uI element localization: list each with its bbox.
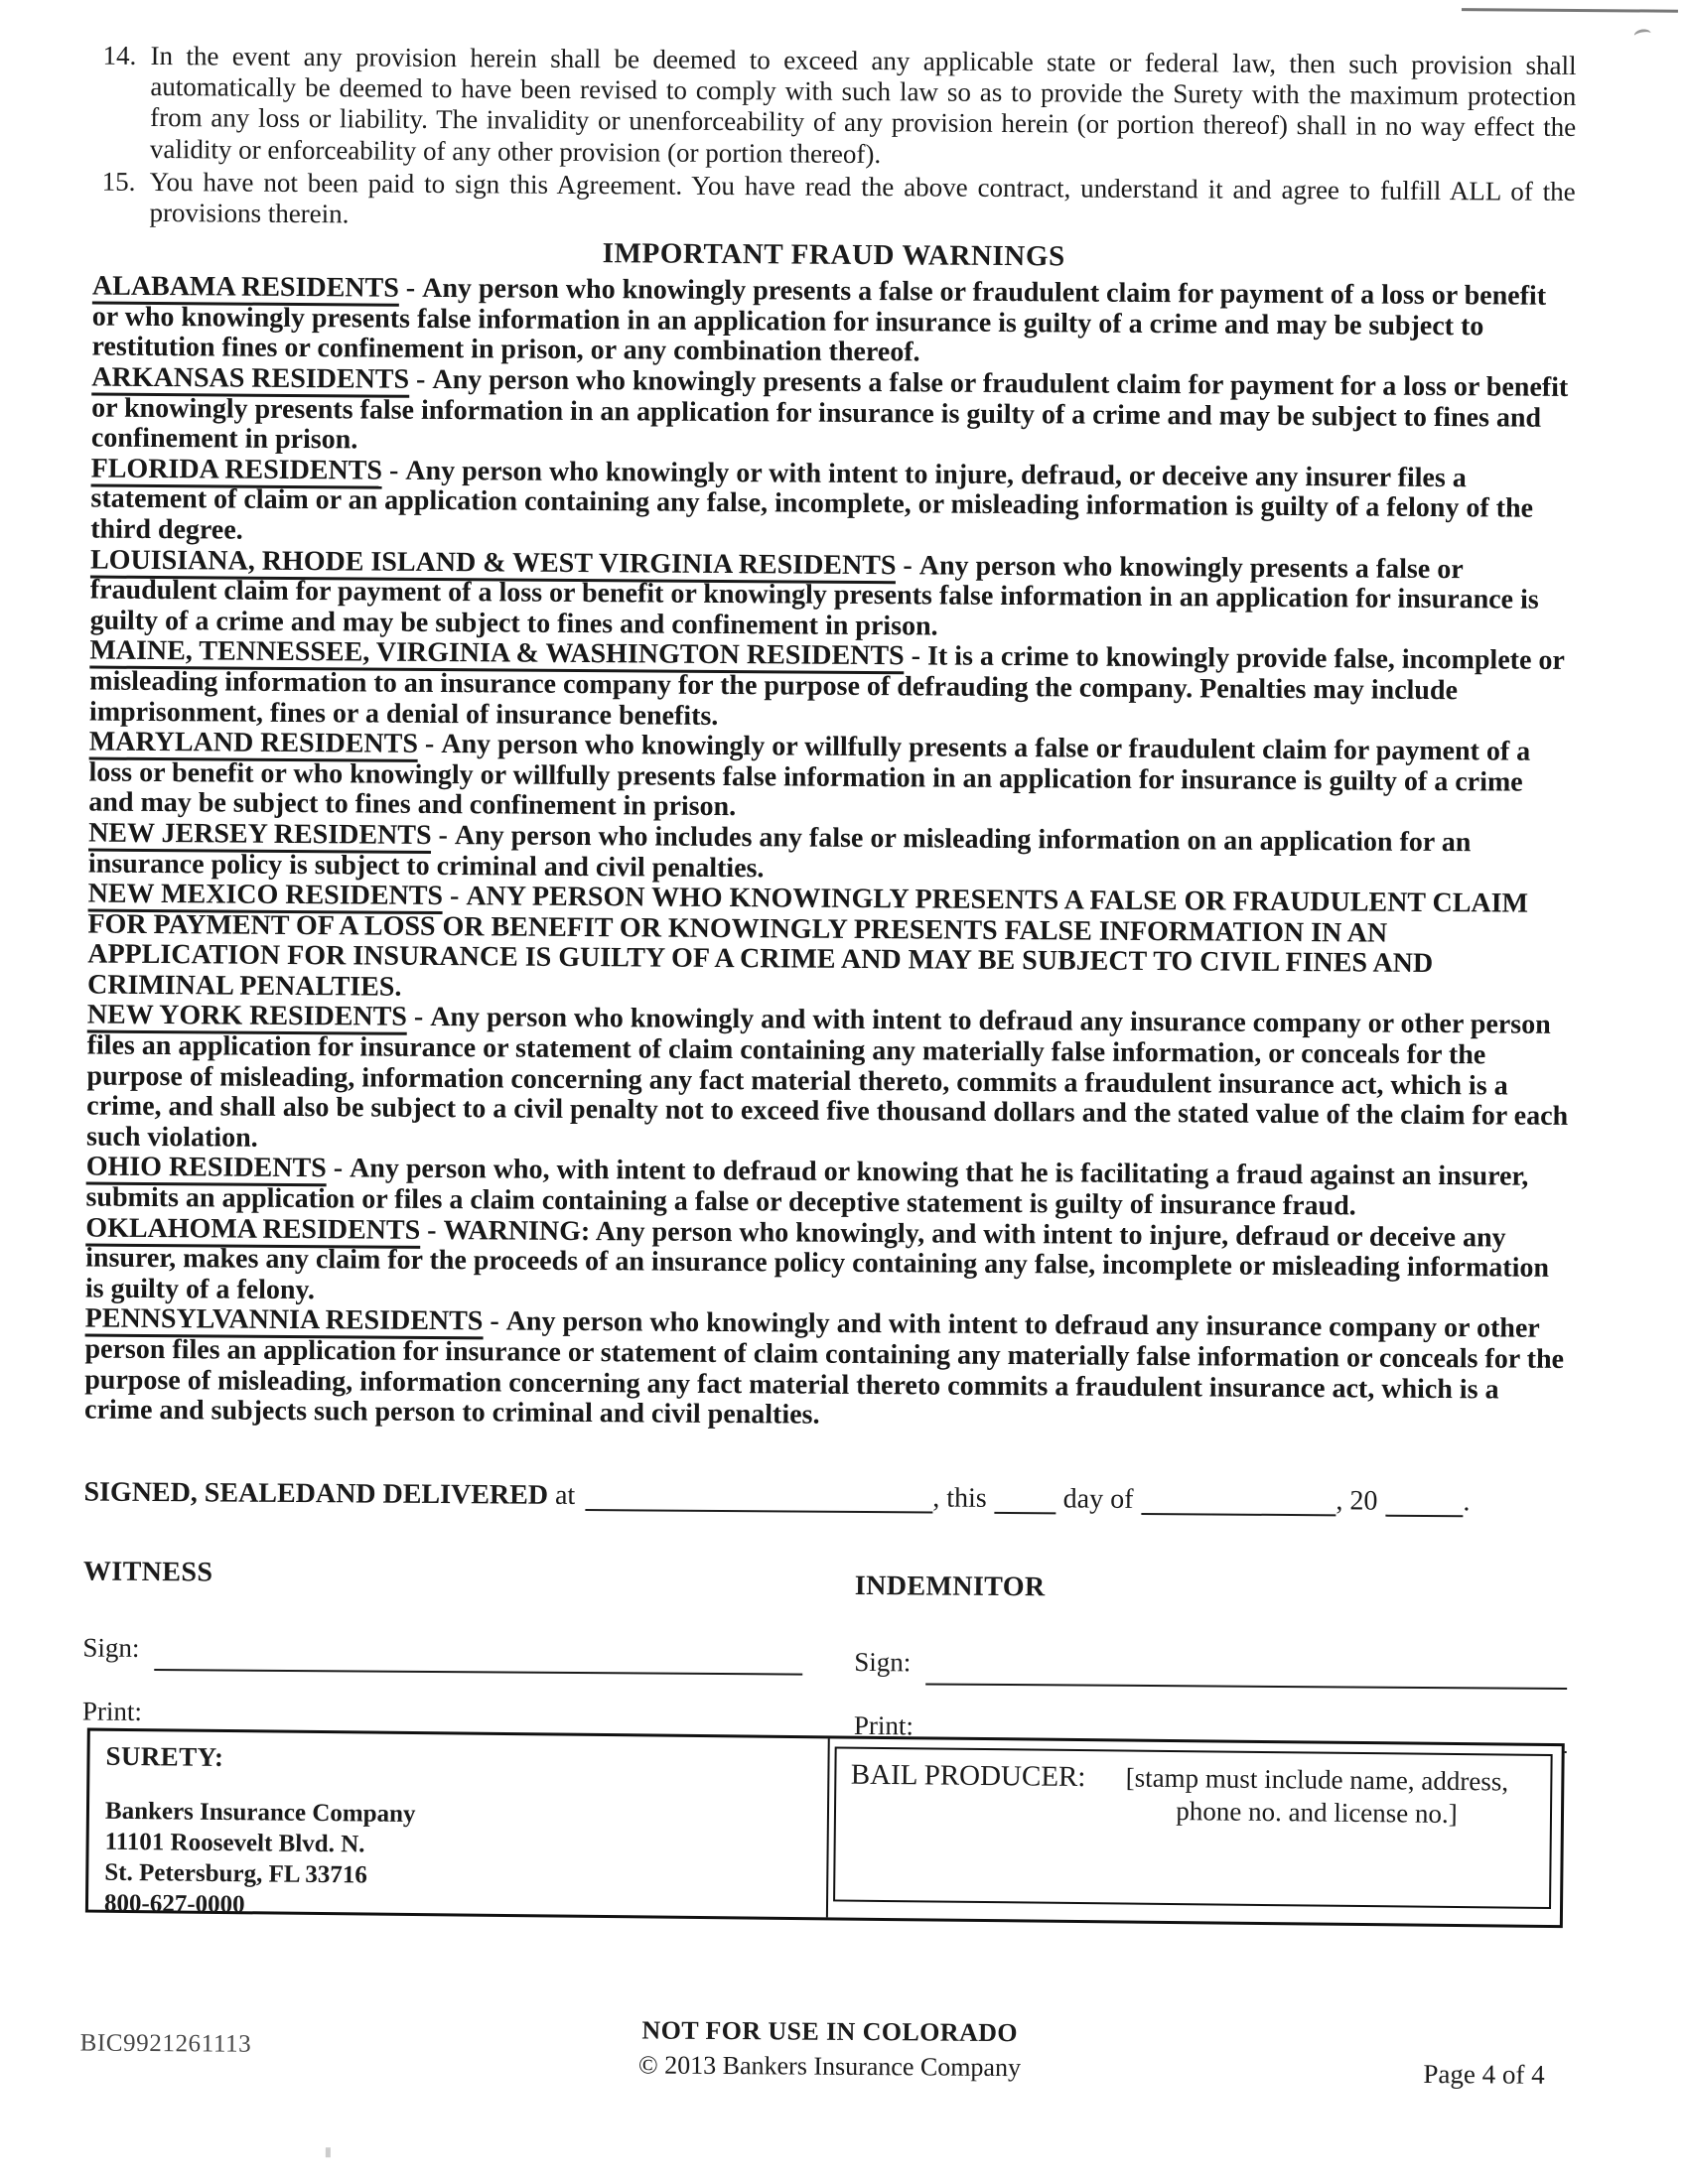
warning-text: Any person who knowingly and with intent to defraud any insurance company or other person files an application for insurance or statement of claim containing any materially false information or conceals for the purpose of misleading, information concerning any fact material thereto commits a fraudulent insurance act, which is a crime and subjects such person to criminal and civil penalties. [83,1305,1565,1431]
heading-separator: - [405,272,416,305]
fraud-warnings-title: IMPORTANT FRAUD WARNINGS [602,237,1065,273]
warning-text: Any person who knowingly presents a false or fraudulent claim for payment for a loss or benefit or knowingly presents false information in an application for insurance is guilty of a crime and may be subject to fines and confinement in prison. [90,363,1569,456]
witness-sign-label: Sign: [82,1632,140,1663]
fraud-warning-paragraph [86,1001,1570,1162]
state-heading: NEW JERSEY RESIDENTS [88,817,432,853]
clause-text: In the event any provision herein shall be deemed to exceed any applicable state or federal law, then such provision shall automatically be deemed to have been revised to comply with such law so as to provide the Surety with the maximum protection from any loss or liability. The invalidity or unenforceability of any provision herein (or portion thereof) shall in no way effect the validity or enforceability of any other provision (or portion thereof). [149,40,1577,169]
indemnitor-column [854,1562,1568,1746]
witness-title: WITNESS [82,1556,213,1588]
signature-columns [82,1557,1568,1746]
warning-text: ANY PERSON WHO KNOWINGLY PRESENTS A FALSE OR FRAUDULENT CLAIM FOR PAYMENT OF A LOSS OR BENEFIT OR KNOWINGLY PRESENTS FALSE INFORMATION IN AN APPLICATION FOR INSURANCE IS GUILTY OF A CRIME AND MAY BE SUBJECT TO CIVIL FINES AND CRIMINAL PENALTIES. [86,881,1529,1003]
state-heading: ARKANSAS RESIDENTS [91,362,409,398]
indemnitor-sign-row [854,1647,1567,1683]
witness-print-row [82,1697,802,1732]
place-blank-field[interactable] [585,1479,932,1513]
signed-sealed-delivered-label: SIGNED, SEALEDAND DELIVERED [83,1476,549,1511]
state-heading: ALABAMA RESIDENTS [92,271,399,307]
numbered-clause [93,41,1577,175]
warning-text: Any person who knowingly and with intent to defraud any insurance company or other person files an application for insurance or statement of claim containing any materially false information, or conceals for the purpose of misleading, information concerning any fact material thereto, commits a fraudulent insurance act, which is a crime, and shall also be subject to a civil penalty not to exceed five thousand dollars and the stated value of the claim for each such violation. [85,1002,1569,1154]
signed-sealed-delivered-line [83,1476,1568,1519]
witness-sign-row [82,1633,802,1669]
state-heading: OHIO RESIDENTS [86,1152,327,1187]
fraud-warning-paragraph [87,880,1571,1012]
state-heading: MAINE, TENNESSEE, VIRGINIA & WASHINGTON RESIDENTS [89,635,905,675]
this-label: , this [932,1482,987,1514]
fraud-warning-paragraph [88,728,1572,829]
surety-address-block [104,1796,828,1927]
fraud-warning-paragraph [85,1153,1568,1224]
surety-address-line: 800-627-0000 [103,1889,245,1919]
clause-text: You have not been paid to sign this Agreement. You have read the above contract, understand it and agree to fulfill ALL of the provisions therein. [149,166,1576,229]
state-heading: OKLAHOMA RESIDENTS [85,1212,420,1248]
warning-text: Any person who includes any false or misleading information on an application for an insurance policy is subject to criminal and civil penalties. [87,820,1472,884]
year-prefix-label: , 20 [1336,1485,1378,1517]
indemnitor-sign-label: Sign: [854,1646,912,1678]
fraud-warning-paragraph [90,454,1574,555]
fraud-warning-paragraph [91,272,1575,373]
indemnitor-title: INDEMNITOR [854,1570,1046,1603]
bail-producer-label: BAIL PRODUCER: [850,1758,1086,1794]
heading-separator: - [911,640,921,672]
state-heading: NEW MEXICO RESIDENTS [88,879,444,914]
bail-producer-stamp-box[interactable] [833,1746,1552,1909]
heading-separator: - [903,549,913,581]
heading-separator: - [413,1002,424,1033]
warning-text: Any person who knowingly presents a false or fraudulent claim for payment of a loss or benefit or who knowingly presents false information in an application for insurance is guilty of a crime and may be subject to restitution fines or confinement in prison, or any combination thereof. [91,273,1547,368]
witness-signature-field[interactable] [154,1669,802,1676]
surety-label: SURETY: [105,1740,224,1773]
heading-separator: - [490,1305,499,1337]
fraud-warning-paragraph [84,1304,1568,1436]
heading-separator: - [449,881,460,912]
colorado-notice: NOT FOR USE IN COLORADO [641,2015,1019,2048]
surety-address-line: St. Petersburg, FL 33716 [104,1858,368,1889]
surety-cell [88,1731,830,1918]
day-of-label: day of [1062,1483,1134,1515]
execution-section [82,1476,1569,1746]
warning-text: Any person who knowingly presents a false or fraudulent claim for payment of a loss or benefit or knowingly presents false information in an application for insurance is guilty of a crime and may be subject to fines and confinement in prison. [89,549,1539,642]
numbered-clause [92,166,1575,238]
state-heading: NEW YORK RESIDENTS [87,1000,407,1035]
clause-number: 14. [102,40,137,70]
bail-producer-note: [stamp must include name, address, phone no. and license no.] [1125,1762,1509,1830]
fraud-warnings-list [84,272,1575,1436]
state-heading: LOUISIANA, RHODE ISLAND & WEST VIRGINIA RESIDENTS [90,544,897,584]
fraud-warning-paragraph [90,545,1574,646]
state-heading: FLORIDA RESIDENTS [91,453,383,488]
witness-print-label: Print: [81,1696,143,1726]
month-blank-field[interactable] [1141,1483,1336,1516]
fraud-warning-paragraph [85,1213,1569,1314]
warning-text: It is a crime to knowingly provide false, incomplete or misleading information to an insurance company for the purpose of defrauding the company. Penalties may include imprisonment, fines or a denial of insurance benefits. [88,640,1565,732]
surety-address-line: 11101 Roosevelt Blvd. N. [104,1828,365,1858]
state-heading: PENNSYLVANNIA RESIDENTS [85,1303,484,1340]
numbered-clauses [92,41,1576,239]
heading-separator: - [427,1214,437,1246]
warning-text: Any person who knowingly or willfully presents a false or fraudulent claim for payment of a loss or benefit or who knowingly or willfully presents false information in an application for insurance is guilty of a crime and may be subject to fines and confinement in prison. [88,729,1531,823]
clause-number: 15. [101,166,136,197]
form-number: BIC9921261113 [79,2029,252,2058]
heading-separator: - [415,363,426,395]
fraud-warning-paragraph [91,363,1575,465]
heading-separator: - [424,729,435,760]
at-label: at [554,1479,576,1511]
period: . [1463,1486,1471,1518]
surety-address-line: Bankers Insurance Company [104,1797,416,1829]
page-number: Page 4 of 4 [1423,2058,1545,2090]
state-heading: MARYLAND RESIDENTS [89,727,418,762]
warning-text: Any person who, with intent to defraud or knowing that he is facilitating a fraud against an insurer, submits an application or files a claim containing a false or deceptive statement is guilty of insurance fraud. [85,1153,1529,1222]
copyright-line: © 2013 Bankers Insurance Company [637,2050,1022,2083]
surety-bail-producer-table [85,1728,1565,1929]
day-number-blank-field[interactable] [995,1482,1056,1514]
witness-column [82,1557,803,1741]
scan-smudge-artifact [326,2147,331,2157]
fraud-warning-paragraph [89,636,1573,738]
warning-text: Any person who knowingly or with intent to injure, defraud, or deceive any insurer files a statement of claim or an application containing any false, incomplete, or misleading information is guilty of a felony of the third degree. [90,455,1534,546]
heading-separator: - [388,455,399,486]
year-blank-field[interactable] [1385,1485,1463,1518]
heading-separator: - [438,819,449,851]
indemnitor-print-label: Print: [853,1709,914,1741]
heading-separator: - [333,1153,344,1184]
indemnitor-signature-field[interactable] [925,1683,1567,1690]
bail-producer-cell [828,1738,1561,1925]
warning-text: WARNING: Any person who knowingly, and with intent to injure, defraud or deceive any insurer, makes any claim for the proceeds of an insurance policy containing any false, incomplete or misleading information is guilty of a felony. [84,1214,1550,1305]
